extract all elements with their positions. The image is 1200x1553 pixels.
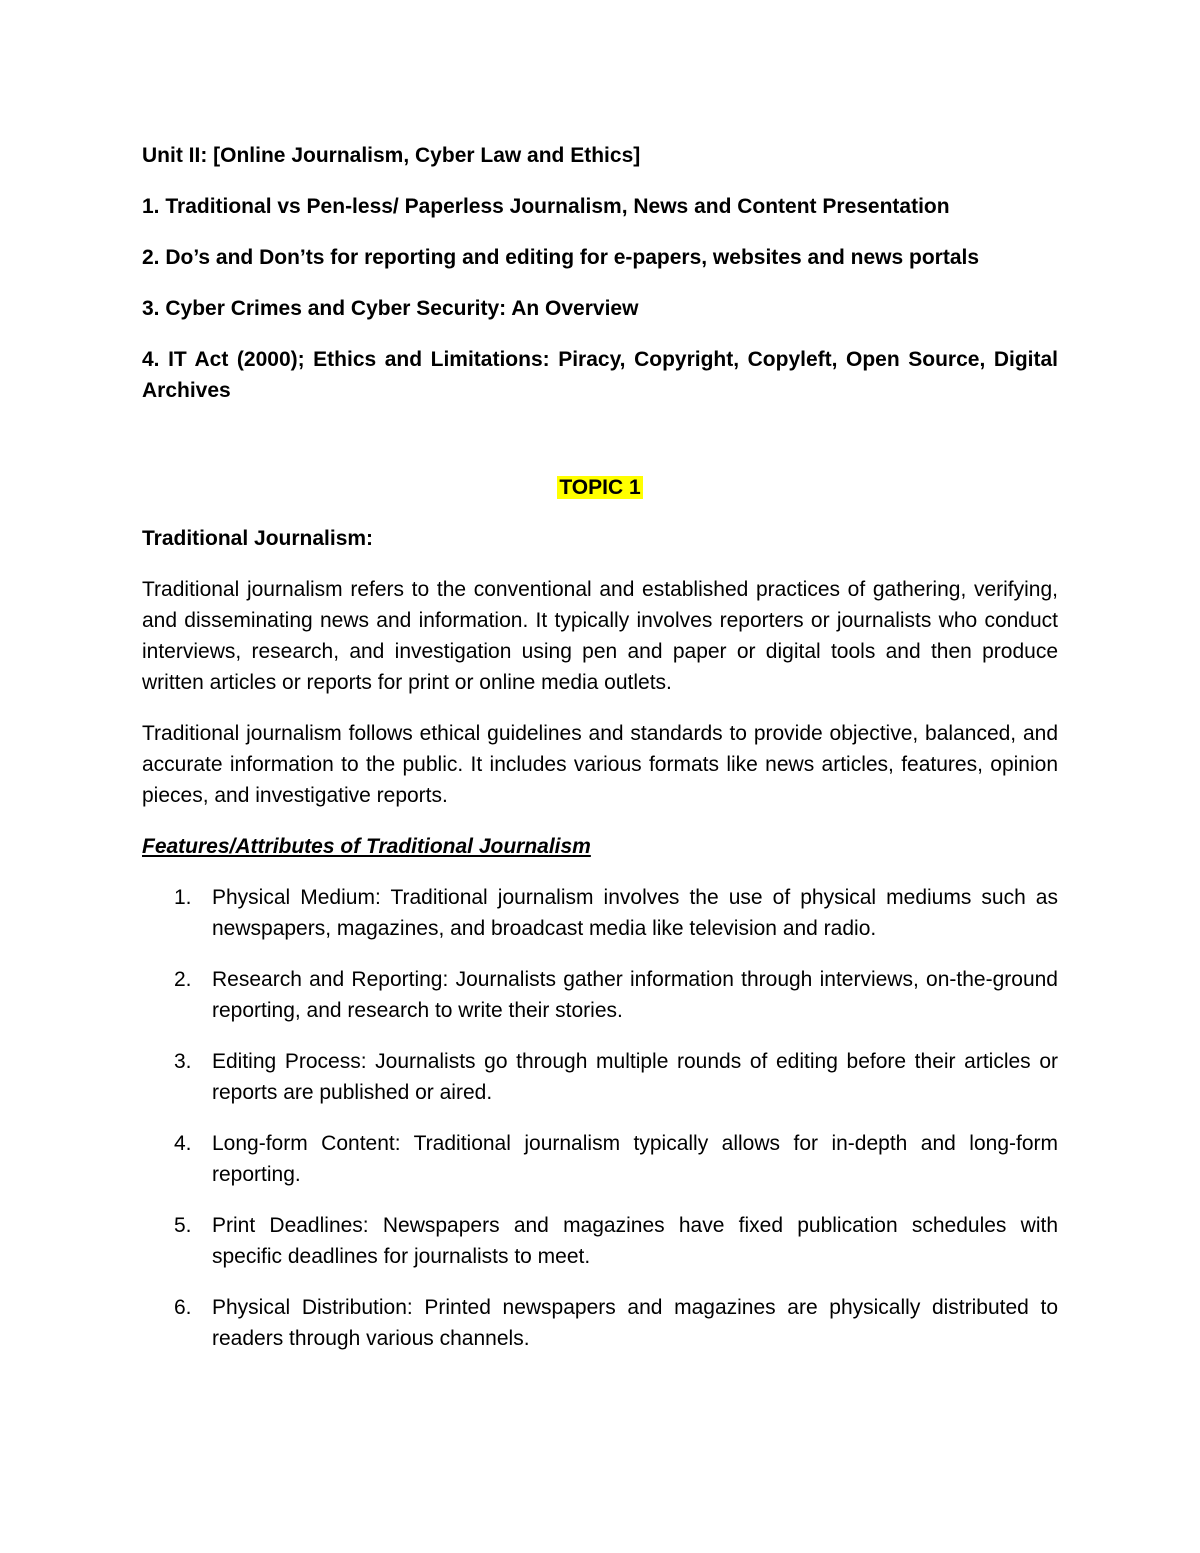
section-heading: Traditional Journalism:: [142, 527, 374, 550]
feature-number: 3.: [174, 1050, 192, 1073]
document-page: [142, 140, 1058, 1374]
outline-item: 1. Traditional vs Pen-less/ Paperless Journalism, News and Content Presentation: [142, 195, 950, 218]
feature-item: [142, 1210, 1058, 1272]
feature-text: Research and Reporting: Journalists gather information through interviews, on-the-ground reporting, and research to write their stories.: [212, 968, 1058, 1022]
features-list: [142, 882, 1058, 1354]
feature-item: [142, 1046, 1058, 1108]
feature-item: [142, 882, 1058, 944]
unit-outline: [142, 191, 1058, 406]
feature-text: Editing Process: Journalists go through multiple rounds of editing before their articles or reports are published or aired.: [212, 1050, 1058, 1104]
features-heading: Features/Attributes of Traditional Journalism: [142, 835, 591, 858]
feature-item: [142, 1128, 1058, 1190]
feature-item: [142, 964, 1058, 1026]
topic-label: TOPIC 1: [559, 476, 641, 499]
feature-text: Print Deadlines: Newspapers and magazines have fixed publication schedules with specific deadlines for journalists to meet.: [212, 1214, 1058, 1268]
body-paragraph: Traditional journalism follows ethical guidelines and standards to provide objective, balanced, and accurate information to the public. It includes various formats like news articles, features, opinion pieces, and investigative reports.: [142, 722, 1058, 807]
feature-text: Physical Distribution: Printed newspapers and magazines are physically distributed to readers through various channels.: [212, 1296, 1058, 1350]
unit-title: Unit II: [Online Journalism, Cyber Law and Ethics]: [142, 144, 641, 167]
feature-text: Physical Medium: Traditional journalism involves the use of physical mediums such as newspapers, magazines, and broadcast media like television and radio.: [212, 886, 1058, 940]
feature-number: 6.: [174, 1296, 192, 1319]
feature-number: 5.: [174, 1214, 192, 1237]
feature-number: 1.: [174, 886, 192, 909]
outline-item: 2. Do’s and Don’ts for reporting and editing for e-papers, websites and news portals: [142, 246, 980, 269]
body-paragraph: Traditional journalism refers to the conventional and established practices of gathering, verifying, and disseminating news and information. It typically involves reporters or journalists who conduct interviews, research, and investigation using pen and paper or digital tools and then produce written articles or reports for print or online media outlets.: [142, 578, 1058, 694]
outline-item: 3. Cyber Crimes and Cyber Security: An Overview: [142, 297, 639, 320]
feature-number: 2.: [174, 968, 192, 991]
feature-item: [142, 1292, 1058, 1354]
feature-text: Long-form Content: Traditional journalism typically allows for in-depth and long-form reporting.: [212, 1132, 1058, 1186]
outline-item: 4. IT Act (2000); Ethics and Limitations: Piracy, Copyright, Copyleft, Open Source, Digital Archives: [142, 348, 1058, 402]
topic-heading: [142, 472, 1058, 503]
feature-number: 4.: [174, 1132, 192, 1155]
